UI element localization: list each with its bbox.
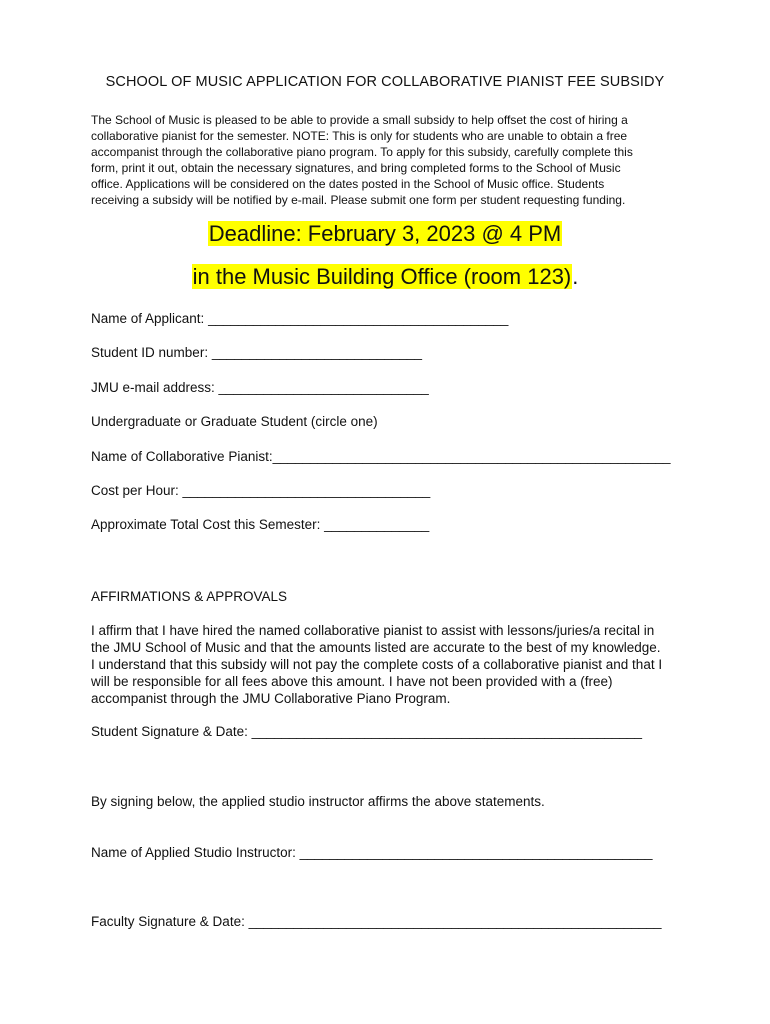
student-type-field[interactable]: Undergraduate or Graduate Student (circle one) <box>91 414 378 429</box>
intro-line: receiving a subsidy will be notified by e-mail. Please submit one form per student requesting funding. <box>91 193 626 207</box>
affirmation-paragraph <box>91 622 691 707</box>
affirmation-line: I understand that this subsidy will not pay the complete costs of a collaborative pianist and that I <box>91 657 663 672</box>
faculty-signature-field[interactable]: Faculty Signature & Date: _______________________________________________________ <box>91 914 662 929</box>
intro-line: collaborative pianist for the semester. NOTE: This is only for students who are unable to obtain a free <box>91 129 628 143</box>
pianist-name-field[interactable]: Name of Collaborative Pianist:_____________________________________________________ <box>91 449 671 464</box>
instructor-statement: By signing below, the applied studio instructor affirms the above statements. <box>91 794 545 809</box>
affirmation-line: the JMU School of Music and that the amounts listed are accurate to the best of my knowledge. <box>91 640 661 655</box>
intro-line: accompanist through the collaborative piano program. To apply for this subsidy, carefully complete this <box>91 145 633 159</box>
applicant-name-field[interactable]: Name of Applicant: ________________________________________ <box>91 311 509 326</box>
intro-line: office. Applications will be considered on the dates posted in the School of Music office. Students <box>91 177 605 191</box>
affirmation-line: I affirm that I have hired the named collaborative pianist to assist with lessons/juries/a recital in <box>91 623 655 638</box>
student-signature-field[interactable]: Student Signature & Date: ____________________________________________________ <box>91 724 643 739</box>
affirmations-heading: AFFIRMATIONS & APPROVALS <box>91 589 288 604</box>
form-title: SCHOOL OF MUSIC APPLICATION FOR COLLABORATIVE PIANIST FEE SUBSIDY <box>105 74 665 90</box>
deadline-location-text: in the Music Building Office (room 123) <box>192 264 572 289</box>
instructor-name-field[interactable]: Name of Applied Studio Instructor: _______________________________________________ <box>91 845 653 860</box>
intro-line: The School of Music is pleased to be able to provide a small subsidy to help offset the cost of hiring a <box>91 113 628 127</box>
student-id-field[interactable]: Student ID number: ____________________________ <box>91 345 423 360</box>
email-field[interactable]: JMU e-mail address: ____________________________ <box>91 380 429 395</box>
affirmation-line: will be responsible for all fees above this amount. I have not been provided with a (free) <box>91 674 613 689</box>
deadline-location-period: . <box>572 264 579 289</box>
deadline-date-text: Deadline: February 3, 2023 @ 4 PM <box>208 221 562 246</box>
intro-line: form, print it out, obtain the necessary signatures, and bring completed forms to the School of Music <box>91 161 621 175</box>
affirmation-line: accompanist through the JMU Collaborative Piano Program. <box>91 691 451 706</box>
cost-per-hour-field[interactable]: Cost per Hour: _________________________________ <box>91 483 431 498</box>
deadline-date <box>0 221 770 247</box>
total-cost-field[interactable]: Approximate Total Cost this Semester: ______________ <box>91 517 430 532</box>
deadline-location <box>0 264 770 290</box>
intro-paragraph <box>91 112 691 208</box>
